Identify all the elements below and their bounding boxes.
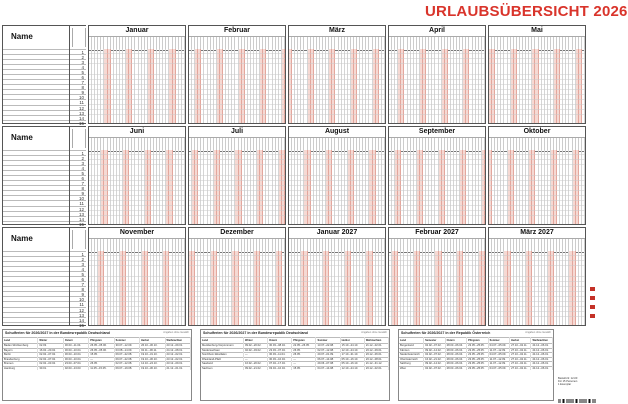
column-header: Weihnachten — [165, 338, 190, 344]
table-cell: 12.10.–24.10. — [340, 366, 364, 370]
table-cell: Hamburg — [3, 366, 38, 370]
marker-square — [590, 296, 595, 300]
month-name: Februar — [223, 27, 251, 34]
table-cell: 02.02.–07.02. — [424, 353, 446, 358]
row-number-column — [70, 126, 86, 225]
column-header: Herbst — [510, 338, 531, 344]
table-cell: 03.08.–14.09. — [114, 348, 139, 353]
month-name: Januar — [125, 27, 149, 34]
table-cell: 05.10.–16.10. — [340, 357, 364, 362]
row-number: 7 — [70, 281, 86, 286]
table-cell: 23.12.–09.01. — [165, 344, 190, 349]
month-name: Juli — [230, 128, 244, 135]
table-cell: 06.07.–14.08. — [316, 357, 340, 362]
column-header: Sommer — [488, 338, 510, 344]
day-columns — [189, 49, 285, 123]
table-cell: 23.05.–25.05. — [467, 366, 489, 370]
name-column — [2, 126, 70, 225]
table-cell: Niederösterreich — [399, 353, 424, 358]
name-label: Name — [11, 234, 33, 243]
row-number: 6 — [70, 74, 86, 79]
header-legend — [72, 129, 86, 148]
table-cell: Oberösterreich — [399, 357, 424, 362]
column-header: Land — [3, 338, 38, 344]
month-grid[interactable] — [488, 25, 586, 124]
month-grid[interactable] — [188, 227, 286, 326]
table-cell: 29.06.–07.08. — [316, 362, 340, 367]
table-cell: 27.10.–02.11. — [510, 357, 531, 362]
table-cell: 24.12.–08.01. — [165, 348, 190, 353]
table-cell: 05.10.–16.10. — [340, 362, 364, 367]
table-cell: 16.02.–21.02. — [424, 357, 446, 362]
table-cell: 13.07.–22.08. — [316, 344, 340, 349]
month-name: Oktober — [523, 128, 551, 135]
name-column — [2, 227, 70, 326]
table-cell: Mecklenburg-Vorpommern — [201, 344, 243, 349]
table-cell: 11.07.–12.09. — [488, 362, 510, 367]
column-header: Winter — [38, 338, 63, 344]
table-cell: 02.02.–07.02. — [38, 353, 63, 358]
table-cell: Burgenland — [399, 344, 424, 349]
table-cell: 28.03.–06.04. — [445, 353, 467, 358]
name-label: Name — [11, 133, 33, 142]
page-title: URLAUBSÜBERSICHT 2026 — [425, 3, 628, 20]
row-number: 3 — [70, 59, 86, 64]
table-cell: 09.02.–14.02. — [424, 348, 446, 353]
table-cell: 23.12.–02.01. — [364, 366, 388, 370]
day-columns — [489, 49, 585, 123]
row-number: 6 — [70, 175, 86, 180]
row-number: 8 — [70, 84, 86, 89]
table-cell: — — [243, 353, 267, 358]
table-cell: — — [292, 362, 316, 367]
table-cell: 30.03.–10.04. — [63, 348, 88, 353]
day-columns — [289, 150, 385, 224]
table-cell: Rheinland-Pfalz — [201, 357, 243, 362]
row-number: 12 — [70, 206, 86, 211]
table-cell: 28.03.–06.04. — [445, 344, 467, 349]
table-cell: 30.03.–08.04. — [268, 344, 292, 349]
table-note: Angaben ohne Gewähr — [163, 331, 189, 334]
table-cell: 02.07.–12.08. — [114, 362, 139, 367]
table-cell: 24.12.–06.01. — [531, 344, 553, 349]
table-cell: Berlin — [3, 353, 38, 358]
table-cell: 21.12.–31.12. — [364, 362, 388, 367]
table-cell: 15.05. — [292, 366, 316, 370]
column-header: Herbst — [340, 338, 364, 344]
table-cell: 23.12.–02.01. — [165, 357, 190, 362]
side-markers — [587, 25, 598, 325]
day-columns — [389, 150, 485, 224]
table-cell: 24.12.–06.01. — [531, 362, 553, 367]
row-number: 10 — [70, 296, 86, 301]
column-header: Herbst — [140, 338, 165, 344]
column-header: Ostern — [445, 338, 467, 344]
month-name: Dezember — [220, 229, 254, 236]
table-cell: 07.04.–17.04. — [268, 362, 292, 367]
row-number: 15 — [70, 322, 86, 327]
table-cell: 11.07.–12.09. — [488, 357, 510, 362]
table-cell: 11.05.–15.05. — [89, 366, 114, 370]
row-number: 8 — [70, 286, 86, 291]
table-cell: — — [243, 357, 267, 362]
table-cell: 30.03.–11.04. — [268, 353, 292, 358]
month-name: Mai — [531, 27, 543, 34]
table-cell: 26.05.–05.06. — [89, 344, 114, 349]
row-number: 3 — [70, 261, 86, 266]
row-number: 11 — [70, 301, 86, 306]
day-columns — [289, 251, 385, 325]
month-grid[interactable] — [188, 126, 286, 225]
column-header: Pfingsten — [89, 338, 114, 344]
row-number: 12 — [70, 307, 86, 312]
row-number: 6 — [70, 276, 86, 281]
table-cell: 12.10.–24.10. — [340, 348, 364, 353]
table-cell: 20.07.–01.09. — [316, 353, 340, 358]
table-cell: 30.03.–10.04. — [268, 357, 292, 362]
row-number: 11 — [70, 200, 86, 205]
header-legend — [72, 28, 86, 47]
table-cell: 23.05.–25.05. — [467, 357, 489, 362]
month-name: März 2027 — [520, 229, 554, 236]
table-cell: 26.10.–30.10. — [140, 344, 165, 349]
table-cell: 19.10.–31.10. — [140, 353, 165, 358]
table-cell: 11.07.–12.09. — [488, 348, 510, 353]
month-name: August — [324, 128, 350, 135]
table-cell: Sachsen — [201, 366, 243, 370]
holiday-table — [200, 329, 390, 401]
month-name: Januar 2027 — [316, 229, 358, 236]
column-header: Land — [399, 338, 424, 344]
column-header: Land — [201, 338, 243, 344]
row-number: 15 — [70, 221, 86, 226]
month-grid[interactable] — [388, 227, 486, 326]
table-cell: 09.07.–22.08. — [114, 357, 139, 362]
table-cell: 28.03.–06.04. — [445, 366, 467, 370]
row-number: 14 — [70, 115, 86, 120]
row-number: 7 — [70, 180, 86, 185]
name-label: Name — [11, 32, 33, 41]
table-cell: 02.03. — [38, 344, 63, 349]
name-row[interactable] — [3, 120, 69, 125]
row-number: 14 — [70, 317, 86, 322]
table-cell: 30.03.–10.04. — [63, 357, 88, 362]
table-cell: Salzburg — [399, 362, 424, 367]
table-cell: 30.01. — [38, 366, 63, 370]
table-cell: 02.02.–07.02. — [424, 344, 446, 349]
table-cell: 09.02.–21.02. — [243, 366, 267, 370]
table-title: Schulferien für 2026/2027 in der Bundesrepublik Deutschland — [5, 331, 110, 335]
table-cell: 04.07.–14.08. — [316, 366, 340, 370]
table-cell: 21.12.–01.01. — [165, 366, 190, 370]
table-cell: 26.05.–05.06. — [89, 348, 114, 353]
marker-square — [590, 287, 595, 291]
month-name: Februar 2027 — [415, 229, 459, 236]
day-columns — [89, 49, 185, 123]
row-number: 5 — [70, 69, 86, 74]
day-columns — [189, 150, 285, 224]
column-header: Pfingsten — [467, 338, 489, 344]
day-columns — [389, 251, 485, 325]
table-cell: 23.03.–07.04. — [63, 362, 88, 367]
column-header: Weihnachten — [364, 338, 388, 344]
table-cell: Wien — [399, 366, 424, 370]
table-cell: Brandenburg — [3, 357, 38, 362]
name-row[interactable] — [3, 221, 69, 226]
row-number: 14 — [70, 216, 86, 221]
row-number: 1 — [70, 150, 86, 155]
table-cell: 30.03.–11.04. — [63, 344, 88, 349]
table-cell: Niedersachsen — [201, 348, 243, 353]
table-cell: 19.10.–30.10. — [140, 366, 165, 370]
month-grid[interactable] — [288, 25, 386, 124]
table-cell: 27.10.–02.11. — [510, 348, 531, 353]
row-number: 12 — [70, 105, 86, 110]
column-header: Semester — [424, 338, 446, 344]
table-cell: 23.05.–25.05. — [467, 344, 489, 349]
table-cell: 30.07.–12.09. — [114, 344, 139, 349]
month-name: September — [418, 128, 456, 135]
calendar-block — [2, 126, 586, 225]
name-row[interactable] — [3, 322, 69, 327]
table-cell: 27.10.–02.11. — [510, 353, 531, 358]
column-header: Ostern — [63, 338, 88, 344]
table-cell: 23.03.–07.04. — [268, 348, 292, 353]
row-number: 13 — [70, 312, 86, 317]
holiday-table — [398, 329, 554, 401]
table-cell: 23.05.–25.05. — [467, 353, 489, 358]
table-cell: Baden-Württemberg — [3, 344, 38, 349]
holiday-tables — [2, 329, 598, 402]
table-title: Schulferien für 2026/2027 in der Republik Österreich — [401, 331, 491, 335]
month-name: Juni — [129, 128, 145, 135]
table-cell: 28.03.–06.04. — [445, 348, 467, 353]
month-grid[interactable] — [388, 126, 486, 225]
table-cell: 02.07.–12.08. — [316, 348, 340, 353]
table-cell: 27.10.–02.11. — [510, 344, 531, 349]
table-cell: 26.05. — [292, 353, 316, 358]
table-note: Angaben ohne Gewähr — [525, 331, 551, 334]
table-row — [399, 366, 553, 370]
table-cell: 24.12.–06.01. — [531, 353, 553, 358]
table-cell: 19.10.–30.10. — [140, 357, 165, 362]
row-number: 10 — [70, 195, 86, 200]
table-cell: 26.05. — [89, 362, 114, 367]
day-columns — [489, 150, 585, 224]
table-cell: 16.02.–20.02. — [243, 362, 267, 367]
table-cell: 09.02.–14.02. — [424, 362, 446, 367]
day-columns — [189, 251, 285, 325]
month-grid[interactable] — [288, 227, 386, 326]
row-number: 4 — [70, 64, 86, 69]
table-cell: 24.12.–06.01. — [531, 366, 553, 370]
table-cell: 02.11.–06.11. — [140, 348, 165, 353]
table-cell: 17.10.–31.10. — [340, 353, 364, 358]
table-cell: 04.07.–05.09. — [488, 344, 510, 349]
column-header: Ostern — [268, 338, 292, 344]
table-cell: 24.12.–06.01. — [531, 348, 553, 353]
day-columns — [89, 150, 185, 224]
marker-square — [590, 305, 595, 309]
month-grid[interactable] — [88, 126, 186, 225]
table-cell: 09.02.–20.02. — [243, 344, 267, 349]
row-number: 1 — [70, 49, 86, 54]
table-cell: 04.07.–05.09. — [488, 366, 510, 370]
day-columns — [89, 251, 185, 325]
row-number: 4 — [70, 165, 86, 170]
row-number: 2 — [70, 54, 86, 59]
column-header: Winter — [243, 338, 267, 344]
calendar-block — [2, 25, 586, 124]
table-cell: 02.02.–03.02. — [243, 348, 267, 353]
row-number: 15 — [70, 120, 86, 125]
row-number: 11 — [70, 99, 86, 104]
table-cell: 23.05.–25.05. — [467, 348, 489, 353]
table-cell: 09.07.–22.08. — [114, 353, 139, 358]
month-name: November — [119, 229, 155, 236]
table-cell: 21.12.–02.01. — [364, 344, 388, 349]
table-cell: 27.10.–02.11. — [510, 362, 531, 367]
table-cell: 30.03.–10.04. — [63, 353, 88, 358]
header-legend — [72, 230, 86, 249]
table-cell: 16.02.–20.02. — [38, 348, 63, 353]
table-cell: 23.12.–02.01. — [165, 353, 190, 358]
table-row — [201, 366, 389, 370]
day-columns — [289, 49, 385, 123]
month-grid[interactable] — [388, 25, 486, 124]
table-cell: — — [89, 357, 114, 362]
row-number: 1 — [70, 251, 86, 256]
month-grid[interactable] — [188, 25, 286, 124]
table-cell: 04.07.–05.09. — [488, 353, 510, 358]
month-name: März — [329, 27, 345, 34]
table-cell: 02.03.–13.03. — [63, 366, 88, 370]
month-grid[interactable] — [288, 126, 386, 225]
table-cell: 15.05. — [89, 353, 114, 358]
row-number: 5 — [70, 271, 86, 276]
holiday-table — [2, 329, 192, 401]
table-cell: 23.12.–09.01. — [165, 362, 190, 367]
imprint — [558, 377, 598, 387]
month-grid[interactable] — [488, 227, 586, 326]
column-header: Pfingsten — [292, 338, 316, 344]
row-number: 5 — [70, 170, 86, 175]
table-cell: 23.05.–25.05. — [467, 362, 489, 367]
table-cell: Nordrhein-Westfalen — [201, 353, 243, 358]
row-number: 7 — [70, 79, 86, 84]
table-cell: 24.12.–06.01. — [531, 357, 553, 362]
table-cell: 02.02.–07.02. — [38, 357, 63, 362]
marker-square — [590, 314, 595, 318]
row-number: 9 — [70, 190, 86, 195]
table-cell: 09.07.–19.08. — [114, 366, 139, 370]
row-number: 4 — [70, 266, 86, 271]
table-cell: 23.12.–09.01. — [364, 348, 388, 353]
table-cell: 23.12.–08.01. — [364, 357, 388, 362]
row-number: 13 — [70, 211, 86, 216]
table-title: Schulferien für 2026/2027 in der Bundesrepublik Deutschland — [203, 331, 308, 335]
column-header: Sommer — [114, 338, 139, 344]
table-cell: 03.04.–10.04. — [268, 366, 292, 370]
row-number: 8 — [70, 185, 86, 190]
name-column — [2, 25, 70, 124]
month-grid[interactable] — [88, 227, 186, 326]
table-cell: Kärnten — [399, 348, 424, 353]
barcode — [558, 399, 596, 403]
row-number: 3 — [70, 160, 86, 165]
row-number: 10 — [70, 94, 86, 99]
table-cell: 23.12.–06.01. — [364, 353, 388, 358]
row-number-column — [70, 227, 86, 326]
row-number: 2 — [70, 155, 86, 160]
table-cell: 12.10.–24.10. — [140, 362, 165, 367]
table-row — [3, 366, 191, 370]
table-cell: 28.03.–06.04. — [445, 362, 467, 367]
row-number: 13 — [70, 110, 86, 115]
imprint-line: 1 Exemplar — [558, 383, 572, 387]
row-number: 9 — [70, 89, 86, 94]
table-cell: 02.02.–07.02. — [424, 366, 446, 370]
table-cell: Saarland — [201, 362, 243, 367]
calendar-block — [2, 227, 586, 326]
table-cell: — — [292, 357, 316, 362]
column-header: Weihnachten — [531, 338, 553, 344]
table-cell: Bremen — [3, 362, 38, 367]
table-cell: 26.05. — [292, 348, 316, 353]
row-number-column — [70, 25, 86, 124]
month-grid[interactable] — [488, 126, 586, 225]
table-cell: 27.10.–02.11. — [510, 366, 531, 370]
column-header: Sommer — [316, 338, 340, 344]
table-cell: 22.05.–26.05. — [292, 344, 316, 349]
table-cell: 02.02.–03.02. — [38, 362, 63, 367]
day-columns — [489, 251, 585, 325]
month-name: April — [429, 27, 445, 34]
table-cell: 15.10.–24.10. — [340, 344, 364, 349]
table-note: Angaben ohne Gewähr — [361, 331, 387, 334]
imprint-line: Bestell-Nr. 12-00 — [558, 377, 578, 380]
table-cell: Bayern — [3, 348, 38, 353]
imprint-line: Für 15 Personen — [558, 380, 578, 384]
table-cell: 28.03.–06.04. — [445, 357, 467, 362]
row-number: 2 — [70, 256, 86, 261]
row-number: 9 — [70, 291, 86, 296]
month-grid[interactable] — [88, 25, 186, 124]
day-columns — [389, 49, 485, 123]
